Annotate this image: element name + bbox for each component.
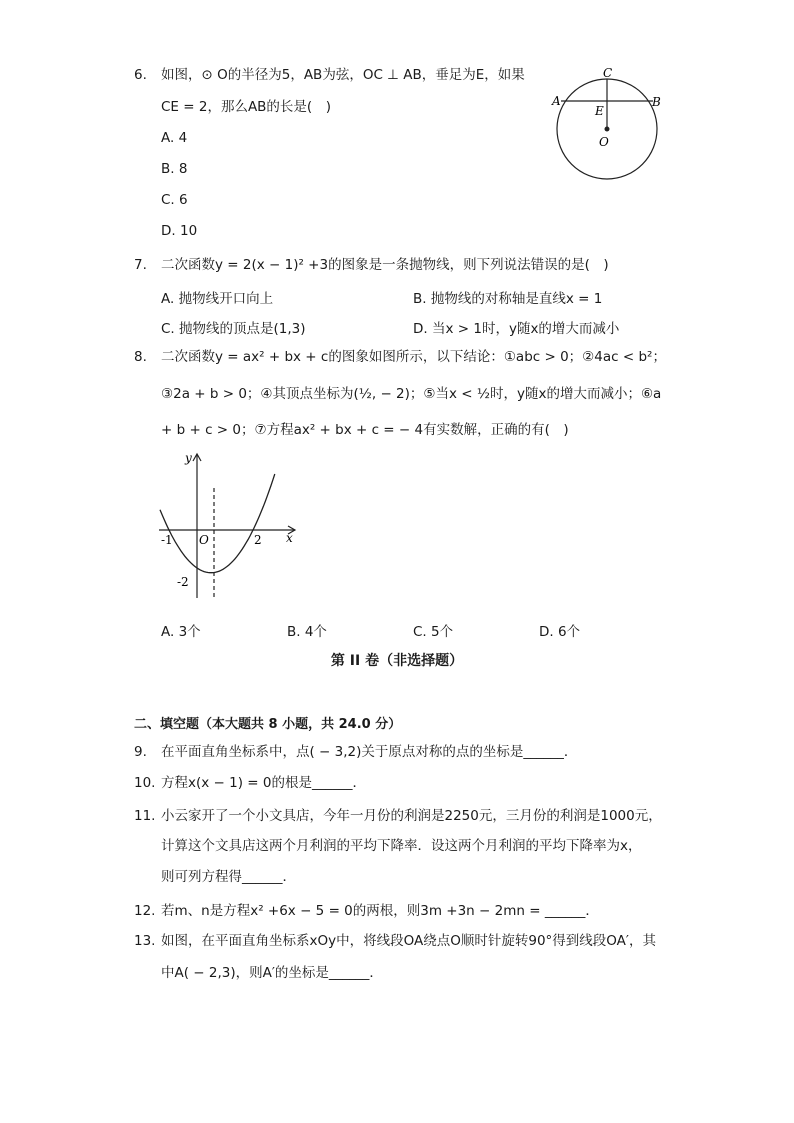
question-text: 如图，在平面直角坐标系xOy中，将线段OA绕点O顺时针旋转90°得到线段OA′，其	[161, 933, 656, 949]
question-text: 方程x(x − 1) = 0的根是______．	[161, 775, 366, 791]
question-number: 10.	[134, 775, 156, 791]
question-number: 8.	[134, 349, 147, 365]
section-header: 二、填空题（本大题共 8 小题，共 24.0 分）	[134, 717, 402, 732]
question-text: 在平面直角坐标系中，点( − 3,2)关于原点对称的点的坐标是______．	[161, 744, 578, 760]
question-text: 中A( − 2,3)，则A′的坐标是______．	[161, 965, 383, 981]
label-y: y	[185, 451, 192, 465]
question-text: 二次函数y = 2(x − 1)² +3的图象是一条抛物线，则下列说法错误的是( )	[161, 257, 609, 273]
label-e: E	[595, 104, 604, 118]
label-a: A	[552, 94, 561, 108]
circle-figure	[548, 62, 678, 192]
label-x: x	[286, 531, 293, 545]
option-b: B. 抛物线的对称轴是直线x = 1	[413, 291, 603, 307]
question-text: 小云家开了一个小文具店，今年一月份的利润是2250元，三月份的利润是1000元，	[161, 808, 662, 824]
option-c: C. 5个	[413, 624, 454, 640]
option-c: C. 6	[161, 192, 188, 208]
option-a: A. 3个	[161, 624, 201, 640]
option-d: D. 10	[161, 223, 198, 239]
question-text: + b + c > 0；⑦方程ax² + bx + c = − 4有实数解，正确的有( )	[161, 422, 569, 438]
question-text: 则可列方程得______．	[161, 869, 296, 885]
question-number: 13.	[134, 933, 156, 949]
question-text: 二次函数y = ax² + bx + c的图象如图所示，以下结论：①abc > 0；②4ac < b²；	[161, 349, 666, 365]
question-text: 计算这个文具店这两个月利润的平均下降率．设这两个月利润的平均下降率为x，	[161, 838, 642, 854]
question-number: 9.	[134, 744, 147, 760]
part-title: 第 II 卷（非选择题）	[330, 653, 464, 669]
label-origin: O	[199, 533, 209, 547]
label-o: O	[599, 135, 609, 149]
label-two: 2	[254, 533, 262, 547]
question-text: ③2a + b > 0；④其顶点坐标为(½, − 2)；⑤当x < ½时，y随x的增大而减小；⑥a	[161, 386, 662, 402]
label-neg1: -1	[161, 533, 173, 547]
option-d: D. 6个	[539, 624, 581, 640]
label-b: B	[652, 95, 661, 109]
label-neg2: -2	[177, 575, 189, 589]
option-a: A. 抛物线开口向上	[161, 291, 274, 307]
question-text: CE = 2，那么AB的长是( )	[161, 99, 331, 115]
option-a: A. 4	[161, 130, 188, 146]
question-text: 若m、n是方程x² +6x − 5 = 0的两根，则3m +3n − 2mn = ______．	[161, 903, 599, 919]
option-b: B. 4个	[287, 624, 327, 640]
option-b: B. 8	[161, 161, 188, 177]
question-number: 11.	[134, 808, 156, 824]
question-number: 12.	[134, 903, 156, 919]
label-c: C	[603, 66, 613, 80]
question-number: 6.	[134, 67, 147, 83]
option-d: D. 当x > 1时，y随x的增大而减小	[413, 321, 620, 337]
question-number: 7.	[134, 257, 147, 273]
question-text: 如图，⊙ O的半径为5，AB为弦，OC ⊥ AB，垂足为E，如果	[161, 67, 525, 83]
option-c: C. 抛物线的顶点是(1,3)	[161, 321, 306, 337]
parabola-figure	[155, 448, 305, 603]
